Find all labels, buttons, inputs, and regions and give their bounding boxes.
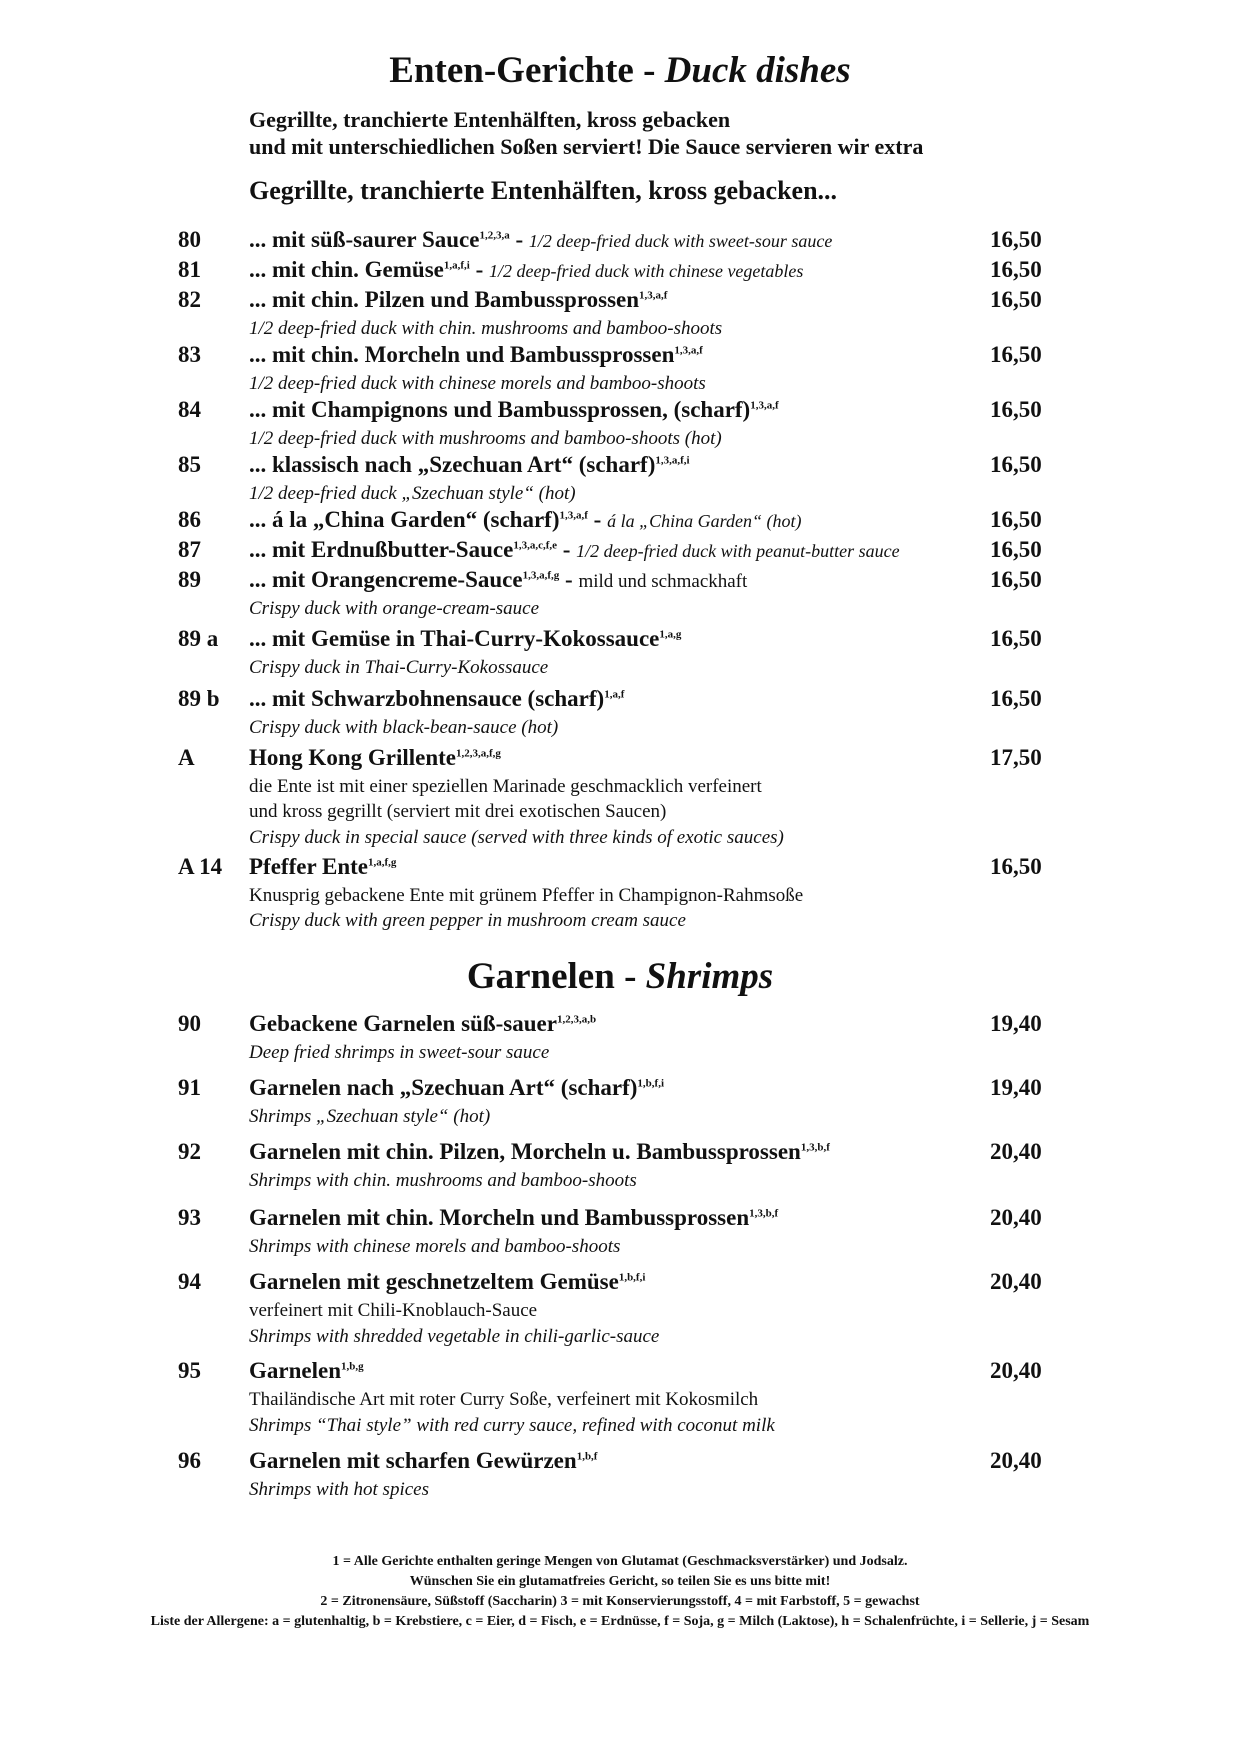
item-number: 84 [178, 397, 201, 422]
item-number: 85 [178, 452, 201, 477]
item-translation: 1/2 deep-fried duck with peanut-butter sauce [576, 541, 900, 561]
item-name: ... mit Champignons und Bambussprossen, (scharf) [249, 397, 751, 422]
allergen-codes: 1,2,3,a,f,g [456, 747, 501, 760]
item-price: 16,50 [990, 227, 1042, 252]
item-translation: Shrimps „Szechuan style“ (hot) [249, 1106, 491, 1127]
item-title-line [249, 1356, 984, 1386]
allergen-codes: 1,a,f,i [443, 259, 470, 272]
item-translation: Shrimps with hot spices [249, 1479, 429, 1500]
item-title-line [249, 624, 984, 654]
duck-title-italic: Duck dishes [664, 50, 851, 91]
item-number: 89 a [178, 626, 219, 651]
separator: - [593, 507, 602, 532]
item-translation: Crispy duck with black-bean-sauce (hot) [249, 717, 559, 738]
item-name: ... mit chin. Gemüse [249, 257, 444, 282]
item-number: 82 [178, 287, 201, 312]
item-number: A 14 [178, 854, 223, 879]
item-translation: 1/2 deep-fried duck with sweet-sour sauce [528, 231, 833, 251]
allergen-codes: 1,3,a,f [750, 399, 779, 412]
item-translation: Shrimps with chinese morels and bamboo-shoots [249, 1236, 621, 1257]
allergen-codes: 1,3,a,f,i [655, 454, 690, 467]
item-price: 16,50 [990, 626, 1042, 651]
item-number: A [178, 745, 195, 770]
item-title-line [249, 1267, 984, 1297]
item-price: 17,50 [990, 745, 1042, 770]
item-title-line [249, 565, 984, 597]
allergen-codes: 1,a,g [659, 628, 682, 641]
item-price: 20,40 [990, 1139, 1042, 1164]
item-description: mild und schmackhaft [578, 571, 748, 592]
item-name: Garnelen mit chin. Pilzen, Morcheln u. Bambussprossen [249, 1139, 801, 1164]
item-number: 91 [178, 1075, 201, 1100]
item-number: 95 [178, 1358, 201, 1383]
item-name: ... mit Erdnußbutter-Sauce [249, 537, 514, 562]
allergen-codes: 1,3,a,f [639, 289, 668, 302]
item-name: ... mit Orangencreme-Sauce [249, 567, 523, 592]
item-price: 16,50 [990, 397, 1042, 422]
item-number: 90 [178, 1011, 201, 1036]
item-title-line [249, 1203, 984, 1233]
separator: - [565, 567, 573, 592]
allergen-codes: 1,b,g [341, 1360, 364, 1373]
item-price: 16,50 [990, 342, 1042, 367]
item-price: 20,40 [990, 1205, 1042, 1230]
item-number: 81 [178, 257, 201, 282]
item-description-1: verfeinert mit Chili-Knoblauch-Sauce [249, 1300, 538, 1321]
shrimp-title-separator: - [624, 956, 637, 997]
item-translation: 1/2 deep-fried duck with chinese vegetables [489, 261, 804, 281]
item-number: 83 [178, 342, 201, 367]
item-translation: 1/2 deep-fried duck „Szechuan style“ (hot) [249, 483, 576, 504]
duck-intro-line-2: und mit unterschiedlichen Soßen serviert! Die Sauce servieren wir extra [249, 134, 924, 159]
item-translation: Crispy duck with green pepper in mushroom cream sauce [249, 910, 686, 931]
item-price: 16,50 [990, 507, 1042, 532]
item-price: 20,40 [990, 1358, 1042, 1383]
allergen-codes: 1,a,f [604, 688, 625, 701]
item-translation: á la „China Garden“ (hot) [607, 511, 802, 531]
item-title-line [249, 1009, 984, 1039]
item-title-line [249, 225, 984, 256]
item-name: Garnelen mit scharfen Gewürzen [249, 1448, 577, 1473]
item-number: 89 b [178, 686, 220, 711]
footnote-glutamate: 1 = Alle Gerichte enthalten geringe Mengen von Glutamat (Geschmacksverstärker) und Jodsalz. [332, 1554, 908, 1569]
allergen-codes: 1,b,f [576, 1450, 598, 1463]
item-title-line [249, 285, 984, 315]
footnote-glutamate-free: Wünschen Sie ein glutamatfreies Gericht, so teilen Sie es uns bitte mit! [409, 1574, 831, 1589]
item-name: ... mit Schwarzbohnensauce (scharf) [249, 686, 605, 711]
allergen-codes: 1,3,a,f [674, 344, 703, 357]
allergen-codes: 1,3,a,f,g [522, 569, 560, 582]
shrimp-title-main: Garnelen [466, 956, 615, 997]
duck-title-separator: - [643, 50, 656, 91]
item-name: ... mit chin. Morcheln und Bambussprossen [249, 342, 675, 367]
item-title-line [249, 1137, 984, 1167]
allergen-codes: 1,2,3,a [479, 229, 510, 242]
item-name: Gebackene Garnelen süß-sauer [249, 1011, 557, 1036]
allergen-codes: 1,3,b,f [749, 1207, 779, 1220]
item-price: 19,40 [990, 1011, 1042, 1036]
item-name: Pfeffer Ente [249, 854, 368, 879]
item-translation: Shrimps with shredded vegetable in chili-garlic-sauce [249, 1326, 660, 1347]
item-title-line [249, 1446, 984, 1476]
item-translation: 1/2 deep-fried duck with chin. mushrooms and bamboo-shoots [249, 318, 723, 339]
item-name: Garnelen nach „Szechuan Art“ (scharf) [249, 1075, 638, 1100]
item-title-line [249, 535, 984, 566]
allergen-codes: 1,3,a,c,f,e [513, 539, 557, 552]
item-price: 16,50 [990, 452, 1042, 477]
allergen-codes: 1,2,3,a,b [556, 1013, 597, 1026]
allergen-codes: 1,b,f,i [637, 1077, 665, 1090]
item-price: 16,50 [990, 287, 1042, 312]
item-title-line [249, 340, 984, 370]
shrimp-title-italic: Shrimps [645, 956, 774, 997]
item-name: ... mit süß-saurer Sauce [249, 227, 480, 252]
duck-section-title [0, 52, 1240, 89]
item-price: 16,50 [990, 686, 1042, 711]
item-description-1: Thailändische Art mit roter Curry Soße, verfeinert mit Kokosmilch [249, 1389, 759, 1410]
item-price: 16,50 [990, 537, 1042, 562]
item-translation: 1/2 deep-fried duck with mushrooms and bamboo-shoots (hot) [249, 428, 722, 449]
item-description-1: die Ente ist mit einer speziellen Marinade geschmacklich verfeinert [249, 776, 762, 797]
item-translation: Crispy duck with orange-cream-sauce [249, 598, 540, 619]
item-number: 93 [178, 1205, 201, 1230]
duck-subheading: Gegrillte, tranchierte Entenhälften, kross gebacken... [249, 176, 838, 205]
item-price: 16,50 [990, 854, 1042, 879]
item-number: 80 [178, 227, 201, 252]
separator: - [475, 257, 484, 282]
item-translation: Shrimps “Thai style” with red curry sauce, refined with coconut milk [249, 1415, 775, 1436]
item-name: Garnelen mit chin. Morcheln und Bambussprossen [249, 1205, 750, 1230]
item-price: 19,40 [990, 1075, 1042, 1100]
separator: - [562, 537, 571, 562]
item-price: 16,50 [990, 257, 1042, 282]
item-price: 20,40 [990, 1448, 1042, 1473]
allergen-codes: 1,3,b,f [800, 1141, 830, 1154]
item-translation: 1/2 deep-fried duck with chinese morels and bamboo-shoots [249, 373, 706, 394]
item-description-2: und kross gegrillt (serviert mit drei exotischen Saucen) [249, 801, 667, 822]
duck-intro-line-1: Gegrillte, tranchierte Entenhälften, kross gebacken [249, 107, 731, 132]
allergen-codes: 1,b,f,i [618, 1271, 646, 1284]
item-price: 16,50 [990, 567, 1042, 592]
item-price: 20,40 [990, 1269, 1042, 1294]
item-title-line [249, 743, 984, 773]
allergen-codes: 1,3,a,f [559, 509, 588, 522]
item-number: 86 [178, 507, 201, 532]
footnote-additives: 2 = Zitronensäure, Süßstoff (Saccharin) 3 = mit Konservierungsstoff, 4 = mit Farbstoff, 5 = gewachst [320, 1594, 920, 1609]
item-translation: Shrimps with chin. mushrooms and bamboo-shoots [249, 1170, 637, 1191]
shrimp-section-title [0, 958, 1240, 995]
footnote-allergens: Liste der Allergene: a = glutenhaltig, b = Krebstiere, c = Eier, d = Fisch, e = Erdnüsse, f = Soja, g = Milch (Laktose), h = Schalenfrüchte, i = Sellerie, j = Sesam [150, 1614, 1090, 1629]
item-name: Garnelen mit geschnetzeltem Gemüse [249, 1269, 619, 1294]
allergen-codes: 1,a,f,g [368, 856, 397, 869]
item-name: ... mit chin. Pilzen und Bambussprossen [249, 287, 640, 312]
item-number: 92 [178, 1139, 201, 1164]
item-translation: Deep fried shrimps in sweet-sour sauce [249, 1042, 550, 1063]
item-title-line [249, 450, 984, 480]
item-title-line [249, 852, 984, 882]
item-title-line [249, 395, 984, 425]
item-translation: Crispy duck in Thai-Curry-Kokossauce [249, 657, 549, 678]
item-number: 87 [178, 537, 201, 562]
item-number: 94 [178, 1269, 201, 1294]
separator: - [515, 227, 524, 252]
item-name: Garnelen [249, 1358, 341, 1383]
item-name: Hong Kong Grillente [249, 745, 456, 770]
item-title-line [249, 1073, 984, 1103]
duck-title-main: Enten-Gerichte [389, 50, 634, 91]
item-description-1: Knusprig gebackene Ente mit grünem Pfeffer in Champignon-Rahmsoße [249, 885, 804, 906]
item-title-line [249, 684, 984, 714]
item-translation: Crispy duck in special sauce (served with three kinds of exotic sauces) [249, 827, 784, 848]
item-title-line [249, 255, 984, 286]
item-name: ... á la „China Garden“ (scharf) [249, 507, 560, 532]
item-name: ... mit Gemüse in Thai-Curry-Kokossauce [249, 626, 660, 651]
item-name: ... klassisch nach „Szechuan Art“ (scharf) [249, 452, 656, 477]
item-number: 96 [178, 1448, 201, 1473]
item-title-line [249, 505, 984, 536]
item-number: 89 [178, 567, 201, 592]
